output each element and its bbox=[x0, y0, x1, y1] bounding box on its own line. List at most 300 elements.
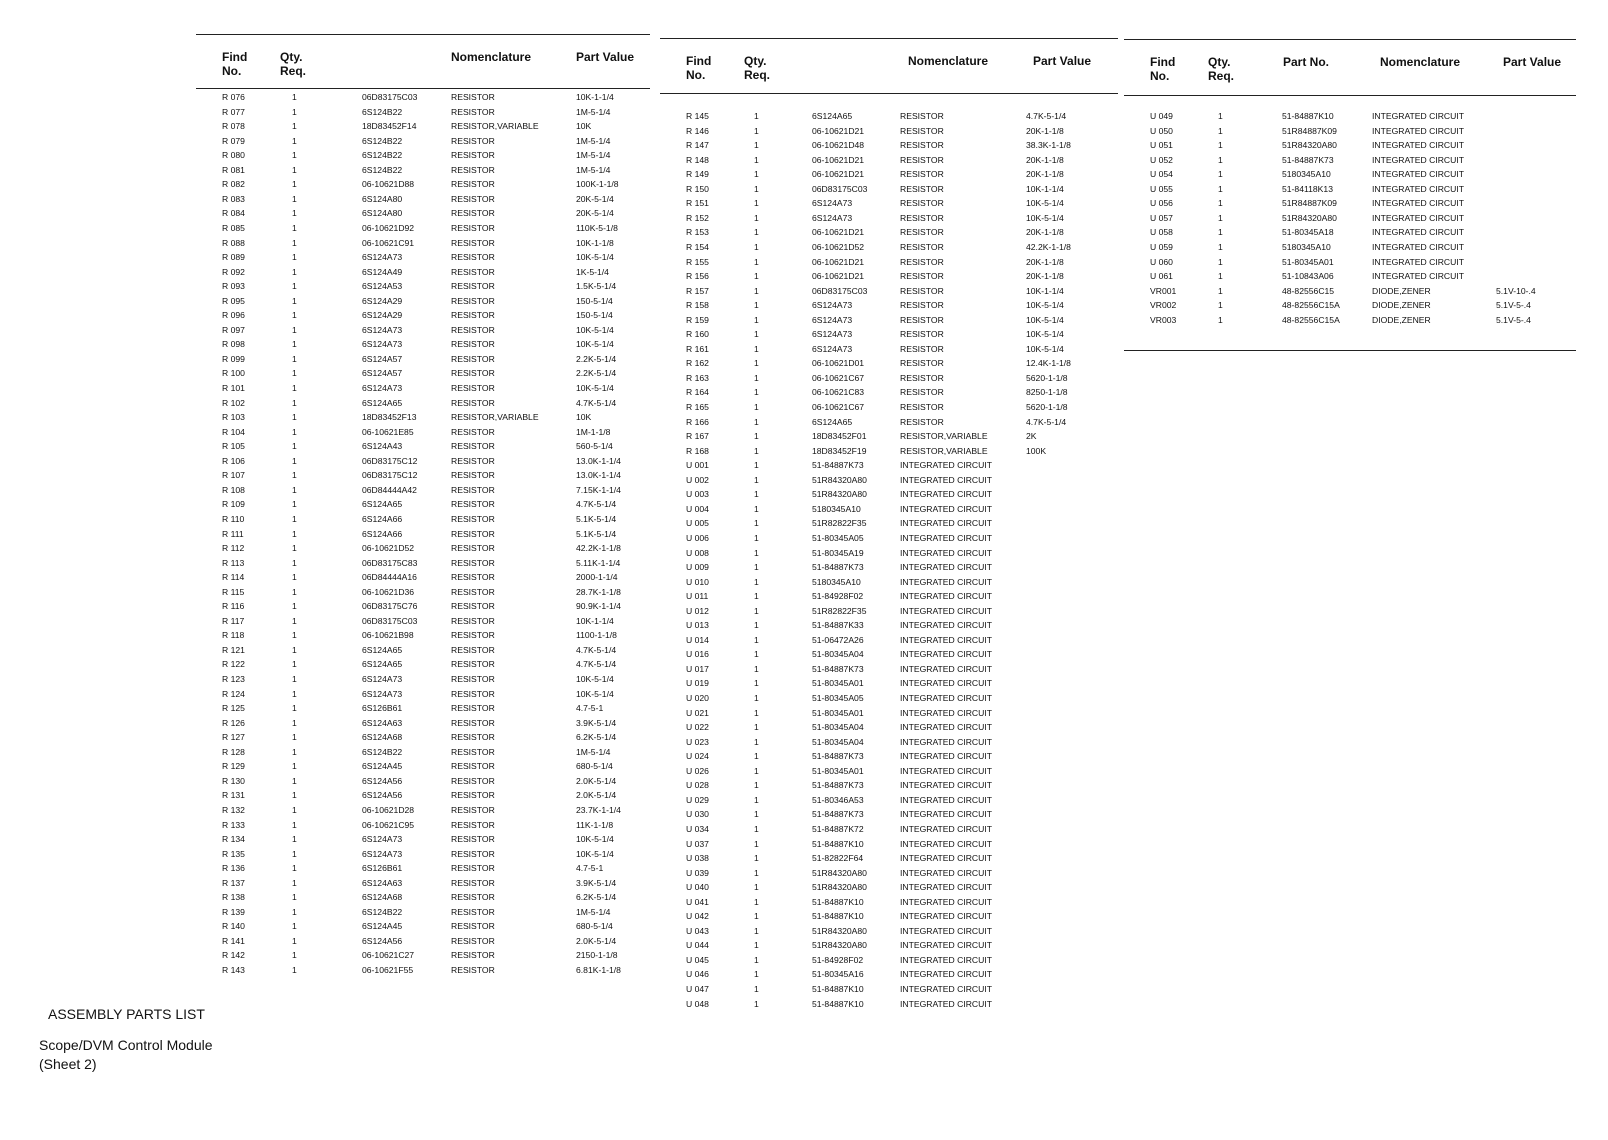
qty-req: 1 bbox=[754, 823, 759, 834]
part-value: 10K-5-1/4 bbox=[576, 834, 614, 845]
qty-req: 1 bbox=[754, 984, 759, 994]
find-no: U 003 bbox=[686, 489, 709, 500]
table-row bbox=[660, 429, 1118, 443]
qty-req: 1 bbox=[754, 751, 759, 762]
find-no: U 022 bbox=[686, 722, 709, 733]
table-row bbox=[660, 458, 1118, 472]
part-no: 51R82822F35 bbox=[812, 518, 867, 529]
qty-req: 1 bbox=[1218, 212, 1223, 223]
table-row bbox=[196, 861, 650, 875]
part-no: 51R84320A80 bbox=[812, 867, 867, 878]
qty-req: 1 bbox=[754, 227, 759, 238]
part-value: 4.7K-5-1/4 bbox=[576, 659, 617, 670]
find-no: U 019 bbox=[686, 678, 709, 689]
part-no: 51-80345A05 bbox=[812, 693, 864, 703]
part-no: 06-10621F55 bbox=[362, 965, 414, 975]
find-no: U 048 bbox=[686, 998, 709, 1009]
nomenclature: INTEGRATED CIRCUIT bbox=[1372, 198, 1464, 209]
find-no: R 154 bbox=[686, 241, 709, 252]
nomenclature: INTEGRATED CIRCUIT bbox=[1372, 169, 1464, 180]
qty-req: 1 bbox=[292, 732, 297, 743]
part-no: 51R84320A80 bbox=[1282, 212, 1337, 223]
find-no: U 001 bbox=[686, 460, 709, 471]
nomenclature: RESISTOR bbox=[451, 819, 495, 830]
find-no-header: Find No. bbox=[686, 54, 712, 82]
part-value: 10K-5-1/4 bbox=[1026, 314, 1064, 325]
nomenclature: INTEGRATED CIRCUIT bbox=[900, 693, 992, 703]
part-no: 6S124A80 bbox=[362, 193, 403, 204]
part-no: 6S124A73 bbox=[812, 343, 853, 354]
find-no: R 118 bbox=[222, 630, 245, 641]
find-no: R 129 bbox=[222, 761, 245, 772]
nomenclature: INTEGRATED CIRCUIT bbox=[900, 547, 992, 558]
part-value-header: Part Value bbox=[1503, 55, 1562, 69]
part-no: 06-10621C67 bbox=[812, 402, 865, 412]
part-no: 06-10621D01 bbox=[812, 358, 865, 369]
part-no: 5180345A10 bbox=[1282, 241, 1331, 252]
qty-req: 1 bbox=[292, 150, 297, 161]
table-row bbox=[660, 647, 1118, 661]
part-no: 51R84320A80 bbox=[1282, 140, 1337, 151]
table-row bbox=[1124, 269, 1576, 283]
part-value: 10K bbox=[576, 412, 592, 423]
nomenclature: RESISTOR bbox=[451, 848, 495, 859]
table-row bbox=[196, 963, 650, 977]
qty-req: 1 bbox=[754, 358, 759, 369]
part-no: 6S124B22 bbox=[362, 106, 403, 117]
part-value: 5.11K-1-1/4 bbox=[576, 557, 621, 568]
part-value: 1M-5-1/4 bbox=[576, 164, 611, 175]
part-no: 6S124A73 bbox=[812, 329, 853, 340]
part-value: 150-5-1/4 bbox=[576, 310, 613, 321]
find-no: R 161 bbox=[686, 343, 709, 354]
qty-req: 1 bbox=[292, 543, 297, 554]
table-row bbox=[660, 662, 1118, 676]
nomenclature: RESISTOR bbox=[451, 775, 495, 786]
table-row bbox=[1124, 225, 1576, 239]
part-value: 1M-5-1/4 bbox=[576, 135, 611, 146]
part-value: 4.7K-5-1/4 bbox=[1026, 416, 1067, 427]
nomenclature: INTEGRATED CIRCUIT bbox=[1372, 154, 1464, 165]
nomenclature: RESISTOR bbox=[900, 358, 944, 369]
nomenclature: INTEGRATED CIRCUIT bbox=[1372, 241, 1464, 252]
qty-req: 1 bbox=[754, 634, 759, 645]
part-value: 4.7K-5-1/4 bbox=[576, 397, 617, 408]
table-top-rule bbox=[660, 38, 1118, 39]
qty-req: 1 bbox=[292, 455, 297, 466]
table-row bbox=[660, 720, 1118, 734]
find-no: R 130 bbox=[222, 775, 245, 786]
find-no: U 005 bbox=[686, 518, 709, 529]
part-no: 6S124A56 bbox=[362, 775, 403, 786]
part-value: 5620-1-1/8 bbox=[1026, 402, 1068, 412]
table-row bbox=[196, 468, 650, 482]
part-no: 6S124A63 bbox=[362, 877, 403, 888]
part-value: 2.0K-5-1/4 bbox=[576, 790, 617, 801]
part-value: 12.4K-1-1/8 bbox=[1026, 358, 1071, 369]
part-no: 06-10621D88 bbox=[362, 179, 415, 190]
find-no: R 160 bbox=[686, 329, 709, 340]
nomenclature: RESISTOR,VARIABLE bbox=[900, 445, 988, 456]
table-row bbox=[660, 240, 1118, 254]
qty-req: 1 bbox=[292, 921, 297, 932]
qty-req: 1 bbox=[292, 746, 297, 757]
qty-req: 1 bbox=[292, 208, 297, 219]
part-value: 1M-5-1/4 bbox=[576, 106, 611, 117]
nomenclature: RESISTOR bbox=[451, 310, 495, 321]
part-no: 06-10621C67 bbox=[812, 372, 865, 383]
part-no: 6S126B61 bbox=[362, 863, 403, 874]
part-value: 13.0K-1-1/4 bbox=[576, 470, 621, 481]
table-row bbox=[660, 284, 1118, 298]
part-value: 5.1V-5-.4 bbox=[1496, 300, 1531, 311]
table-row bbox=[660, 444, 1118, 458]
part-value: 1M-1-1/8 bbox=[576, 426, 611, 437]
qty-req: 1 bbox=[292, 324, 297, 335]
qty-req: 1 bbox=[292, 441, 297, 452]
table-row bbox=[196, 687, 650, 701]
qty-req: 1 bbox=[754, 518, 759, 529]
find-no: R 145 bbox=[686, 111, 709, 121]
qty-req: 1 bbox=[292, 106, 297, 117]
table-row bbox=[196, 570, 650, 584]
part-value: 2150-1-1/8 bbox=[576, 950, 618, 961]
part-no: 51-84887K73 bbox=[812, 562, 864, 573]
part-value: 6.2K-5-1/4 bbox=[576, 892, 617, 903]
document-title: ASSEMBLY PARTS LIST bbox=[48, 1006, 205, 1022]
nomenclature: INTEGRATED CIRCUIT bbox=[1372, 183, 1464, 194]
part-value: 10K-5-1/4 bbox=[1026, 198, 1064, 209]
qty-req: 1 bbox=[292, 790, 297, 801]
part-no: 6S124A29 bbox=[362, 310, 403, 321]
part-no: 6S124A53 bbox=[362, 281, 403, 292]
qty-req: 1 bbox=[1218, 169, 1223, 180]
nomenclature: INTEGRATED CIRCUIT bbox=[900, 707, 992, 718]
nomenclature: INTEGRATED CIRCUIT bbox=[900, 605, 992, 616]
table-row bbox=[196, 774, 650, 788]
find-no: U 038 bbox=[686, 853, 709, 864]
find-no: R 131 bbox=[222, 790, 245, 801]
find-no: U 040 bbox=[686, 882, 709, 893]
qty-req: 1 bbox=[754, 198, 759, 209]
nomenclature: RESISTOR bbox=[451, 572, 495, 583]
find-no: U 037 bbox=[686, 838, 709, 849]
find-no: U 012 bbox=[686, 605, 709, 616]
qty-req: 1 bbox=[292, 339, 297, 350]
table-row bbox=[660, 604, 1118, 618]
nomenclature: RESISTOR bbox=[451, 499, 495, 510]
table-row bbox=[660, 415, 1118, 429]
find-no: R 121 bbox=[222, 644, 245, 655]
part-no: 6S124A73 bbox=[362, 834, 403, 845]
part-value: 10K-5-1/4 bbox=[576, 383, 614, 393]
nomenclature: INTEGRATED CIRCUIT bbox=[900, 503, 992, 514]
part-no: 06D83175C03 bbox=[362, 92, 418, 102]
part-value: 4.7K-5-1/4 bbox=[576, 644, 617, 655]
qty-req: 1 bbox=[292, 281, 297, 292]
nomenclature: INTEGRATED CIRCUIT bbox=[900, 736, 992, 747]
qty-req: 1 bbox=[1218, 285, 1223, 296]
find-no: R 099 bbox=[222, 353, 245, 364]
qty-req: 1 bbox=[754, 140, 759, 151]
find-no: U 026 bbox=[686, 765, 709, 776]
find-no: U 059 bbox=[1150, 241, 1173, 252]
find-no: R 155 bbox=[686, 256, 709, 267]
find-no-header: Find No. bbox=[1150, 55, 1176, 83]
nomenclature: RESISTOR bbox=[900, 169, 944, 180]
part-no: 06-10621D28 bbox=[362, 804, 415, 815]
part-value: 5.1V-10-.4 bbox=[1496, 285, 1536, 296]
table-row bbox=[196, 890, 650, 904]
find-no: VR001 bbox=[1150, 285, 1177, 296]
qty-req: 1 bbox=[754, 416, 759, 427]
table-row bbox=[660, 982, 1118, 996]
qty-req: 1 bbox=[292, 266, 297, 277]
part-value: 7.15K-1-1/4 bbox=[576, 484, 621, 495]
nomenclature: RESISTOR,VARIABLE bbox=[900, 431, 988, 442]
nomenclature: RESISTOR bbox=[451, 150, 495, 161]
table-row bbox=[196, 614, 650, 628]
qty-req: 1 bbox=[754, 402, 759, 412]
nomenclature: INTEGRATED CIRCUIT bbox=[900, 809, 992, 820]
part-no: 6S124A56 bbox=[362, 935, 403, 946]
find-no: R 097 bbox=[222, 324, 245, 335]
part-value: 4.7K-5-1/4 bbox=[576, 499, 617, 510]
table-row bbox=[196, 337, 650, 351]
find-no: U 009 bbox=[686, 562, 709, 573]
nomenclature: RESISTOR bbox=[451, 761, 495, 772]
part-no: 6S124A65 bbox=[362, 397, 403, 408]
part-value: 1M-5-1/4 bbox=[576, 906, 611, 917]
qty-req: 1 bbox=[754, 300, 759, 311]
find-no: U 016 bbox=[686, 649, 709, 660]
find-no: U 054 bbox=[1150, 169, 1173, 180]
nomenclature-header: Nomenclature bbox=[451, 50, 532, 64]
table-row bbox=[196, 745, 650, 759]
part-no: 06-10621D21 bbox=[812, 271, 865, 282]
find-no: R 109 bbox=[222, 499, 245, 510]
part-value: 42.2K-1-1/8 bbox=[576, 543, 621, 554]
qty-req: 1 bbox=[754, 431, 759, 442]
part-no: 5180345A10 bbox=[812, 576, 861, 587]
part-no: 51-84887K10 bbox=[812, 838, 864, 849]
nomenclature: RESISTOR bbox=[451, 586, 495, 597]
find-no: R 133 bbox=[222, 819, 245, 830]
find-no: R 101 bbox=[222, 383, 245, 393]
table-row bbox=[196, 236, 650, 250]
nomenclature: RESISTOR bbox=[451, 281, 495, 292]
qty-req: 1 bbox=[754, 489, 759, 500]
part-no: 51R84320A80 bbox=[812, 940, 867, 951]
part-no: 6S124A73 bbox=[362, 324, 403, 335]
nomenclature: RESISTOR bbox=[900, 241, 944, 252]
qty-req: 1 bbox=[754, 707, 759, 718]
table-row bbox=[196, 512, 650, 526]
find-no: U 034 bbox=[686, 823, 709, 834]
nomenclature: RESISTOR bbox=[451, 615, 495, 626]
part-no: 51R84320A80 bbox=[812, 489, 867, 500]
qty-req: 1 bbox=[292, 193, 297, 204]
find-no: VR003 bbox=[1150, 314, 1177, 325]
qty-req: 1 bbox=[292, 703, 297, 714]
qty-req: 1 bbox=[754, 562, 759, 573]
part-value: 2000-1-1/4 bbox=[576, 572, 618, 583]
find-no: VR002 bbox=[1150, 300, 1177, 311]
part-value: 10K-5-1/4 bbox=[1026, 300, 1064, 311]
part-value: 20K-1-1/8 bbox=[1026, 227, 1064, 238]
qty-req: 1 bbox=[292, 237, 297, 248]
find-no: R 126 bbox=[222, 717, 245, 728]
part-value: 2K bbox=[1026, 431, 1037, 442]
part-no: 51-84887K10 bbox=[812, 896, 864, 907]
qty-req: 1 bbox=[292, 717, 297, 728]
table-row bbox=[660, 866, 1118, 880]
table-row bbox=[196, 396, 650, 410]
table-row bbox=[1124, 298, 1576, 312]
nomenclature: RESISTOR,VARIABLE bbox=[451, 412, 539, 423]
nomenclature: RESISTOR bbox=[451, 950, 495, 961]
table-row bbox=[196, 410, 650, 424]
find-no: R 110 bbox=[222, 513, 245, 524]
qty-req: 1 bbox=[754, 372, 759, 383]
part-value: 23.7K-1-1/4 bbox=[576, 804, 621, 815]
find-no: R 167 bbox=[686, 431, 709, 442]
part-no: 48-82556C15 bbox=[1282, 285, 1335, 296]
table-row bbox=[196, 163, 650, 177]
qty-req: 1 bbox=[754, 925, 759, 936]
find-no: R 085 bbox=[222, 222, 245, 233]
part-no: 6S124A65 bbox=[362, 659, 403, 670]
qty-req: 1 bbox=[292, 164, 297, 175]
qty-req: 1 bbox=[754, 663, 759, 674]
find-no: R 089 bbox=[222, 252, 245, 263]
nomenclature: RESISTOR bbox=[451, 804, 495, 815]
find-no: R 081 bbox=[222, 164, 245, 175]
find-no: R 151 bbox=[686, 198, 709, 209]
part-no: 51-80345A01 bbox=[812, 678, 864, 689]
qty-req: 1 bbox=[754, 547, 759, 558]
find-no: R 141 bbox=[222, 935, 245, 946]
nomenclature: RESISTOR bbox=[451, 513, 495, 524]
table-row bbox=[660, 138, 1118, 152]
find-no: R 153 bbox=[686, 227, 709, 238]
find-no: U 029 bbox=[686, 794, 709, 805]
find-no: U 039 bbox=[686, 867, 709, 878]
part-no: 6S124A57 bbox=[362, 368, 403, 379]
qty-req: 1 bbox=[292, 557, 297, 568]
find-no: R 114 bbox=[222, 572, 245, 583]
qty-req: 1 bbox=[754, 809, 759, 820]
find-no: U 006 bbox=[686, 532, 709, 543]
qty-req: 1 bbox=[754, 722, 759, 733]
find-no: R 111 bbox=[222, 528, 244, 539]
find-no: R 123 bbox=[222, 674, 245, 684]
table-top-rule bbox=[196, 34, 650, 35]
qty-req: 1 bbox=[1218, 300, 1223, 311]
table-row bbox=[196, 585, 650, 599]
qty-req: 1 bbox=[754, 693, 759, 703]
find-no: R 159 bbox=[686, 314, 709, 325]
table-row bbox=[660, 589, 1118, 603]
table-row bbox=[196, 803, 650, 817]
table-row bbox=[1124, 182, 1576, 196]
table-row bbox=[660, 938, 1118, 952]
qty-req: 1 bbox=[754, 212, 759, 223]
table-row bbox=[196, 818, 650, 832]
find-no: R 083 bbox=[222, 193, 245, 204]
part-no: 51-80345A18 bbox=[1282, 227, 1334, 238]
part-no: 51-84887K10 bbox=[812, 984, 864, 994]
find-no: R 078 bbox=[222, 121, 245, 132]
table-row bbox=[660, 691, 1118, 705]
nomenclature: INTEGRATED CIRCUIT bbox=[900, 532, 992, 543]
nomenclature: RESISTOR bbox=[451, 106, 495, 117]
table-row bbox=[1124, 211, 1576, 225]
part-value: 6.81K-1-1/8 bbox=[576, 965, 621, 975]
table-row bbox=[196, 381, 650, 395]
table-row bbox=[196, 265, 650, 279]
part-no: 51R84320A80 bbox=[812, 474, 867, 485]
part-no: 51R84320A80 bbox=[812, 882, 867, 893]
part-value: 1.5K-5-1/4 bbox=[576, 281, 617, 292]
table-row bbox=[660, 342, 1118, 356]
find-no: R 148 bbox=[686, 154, 709, 165]
nomenclature: RESISTOR bbox=[451, 135, 495, 146]
qty-req: 1 bbox=[292, 965, 297, 975]
find-no: R 084 bbox=[222, 208, 245, 219]
find-no: U 044 bbox=[686, 940, 709, 951]
table-row bbox=[196, 105, 650, 119]
nomenclature: DIODE,ZENER bbox=[1372, 285, 1431, 296]
part-value: 8250-1-1/8 bbox=[1026, 387, 1068, 398]
part-no: 51-84887K73 bbox=[812, 780, 864, 791]
nomenclature: RESISTOR bbox=[451, 353, 495, 364]
part-no: 51R84320A80 bbox=[812, 925, 867, 936]
part-no: 6S124A57 bbox=[362, 353, 403, 364]
qty-req: 1 bbox=[1218, 125, 1223, 136]
part-value: 1M-5-1/4 bbox=[576, 150, 611, 161]
nomenclature: RESISTOR,VARIABLE bbox=[451, 121, 539, 132]
table-row bbox=[196, 847, 650, 861]
nomenclature: RESISTOR bbox=[900, 285, 944, 296]
nomenclature-header: Nomenclature bbox=[1380, 55, 1461, 69]
table-row bbox=[196, 759, 650, 773]
qty-req: 1 bbox=[754, 343, 759, 354]
find-no: U 056 bbox=[1150, 198, 1173, 209]
find-no: U 021 bbox=[686, 707, 709, 718]
nomenclature: INTEGRATED CIRCUIT bbox=[900, 925, 992, 936]
table-row bbox=[660, 182, 1118, 196]
find-no: R 166 bbox=[686, 416, 709, 427]
part-no: 06-10621C91 bbox=[362, 237, 415, 248]
find-no: R 162 bbox=[686, 358, 709, 369]
find-no: R 104 bbox=[222, 426, 245, 437]
nomenclature: RESISTOR bbox=[451, 470, 495, 481]
table-row bbox=[660, 255, 1118, 269]
find-no: U 008 bbox=[686, 547, 709, 558]
table-row bbox=[660, 837, 1118, 851]
find-no: R 079 bbox=[222, 135, 245, 146]
find-no: R 137 bbox=[222, 877, 245, 888]
nomenclature: RESISTOR bbox=[451, 644, 495, 655]
qty-req: 1 bbox=[292, 310, 297, 321]
nomenclature: INTEGRATED CIRCUIT bbox=[1372, 125, 1464, 136]
find-no: R 125 bbox=[222, 703, 245, 714]
document-sheet-label: (Sheet 2) bbox=[39, 1056, 97, 1072]
table-row bbox=[660, 880, 1118, 894]
nomenclature: RESISTOR bbox=[451, 252, 495, 263]
part-no: 51R84887K09 bbox=[1282, 198, 1337, 209]
